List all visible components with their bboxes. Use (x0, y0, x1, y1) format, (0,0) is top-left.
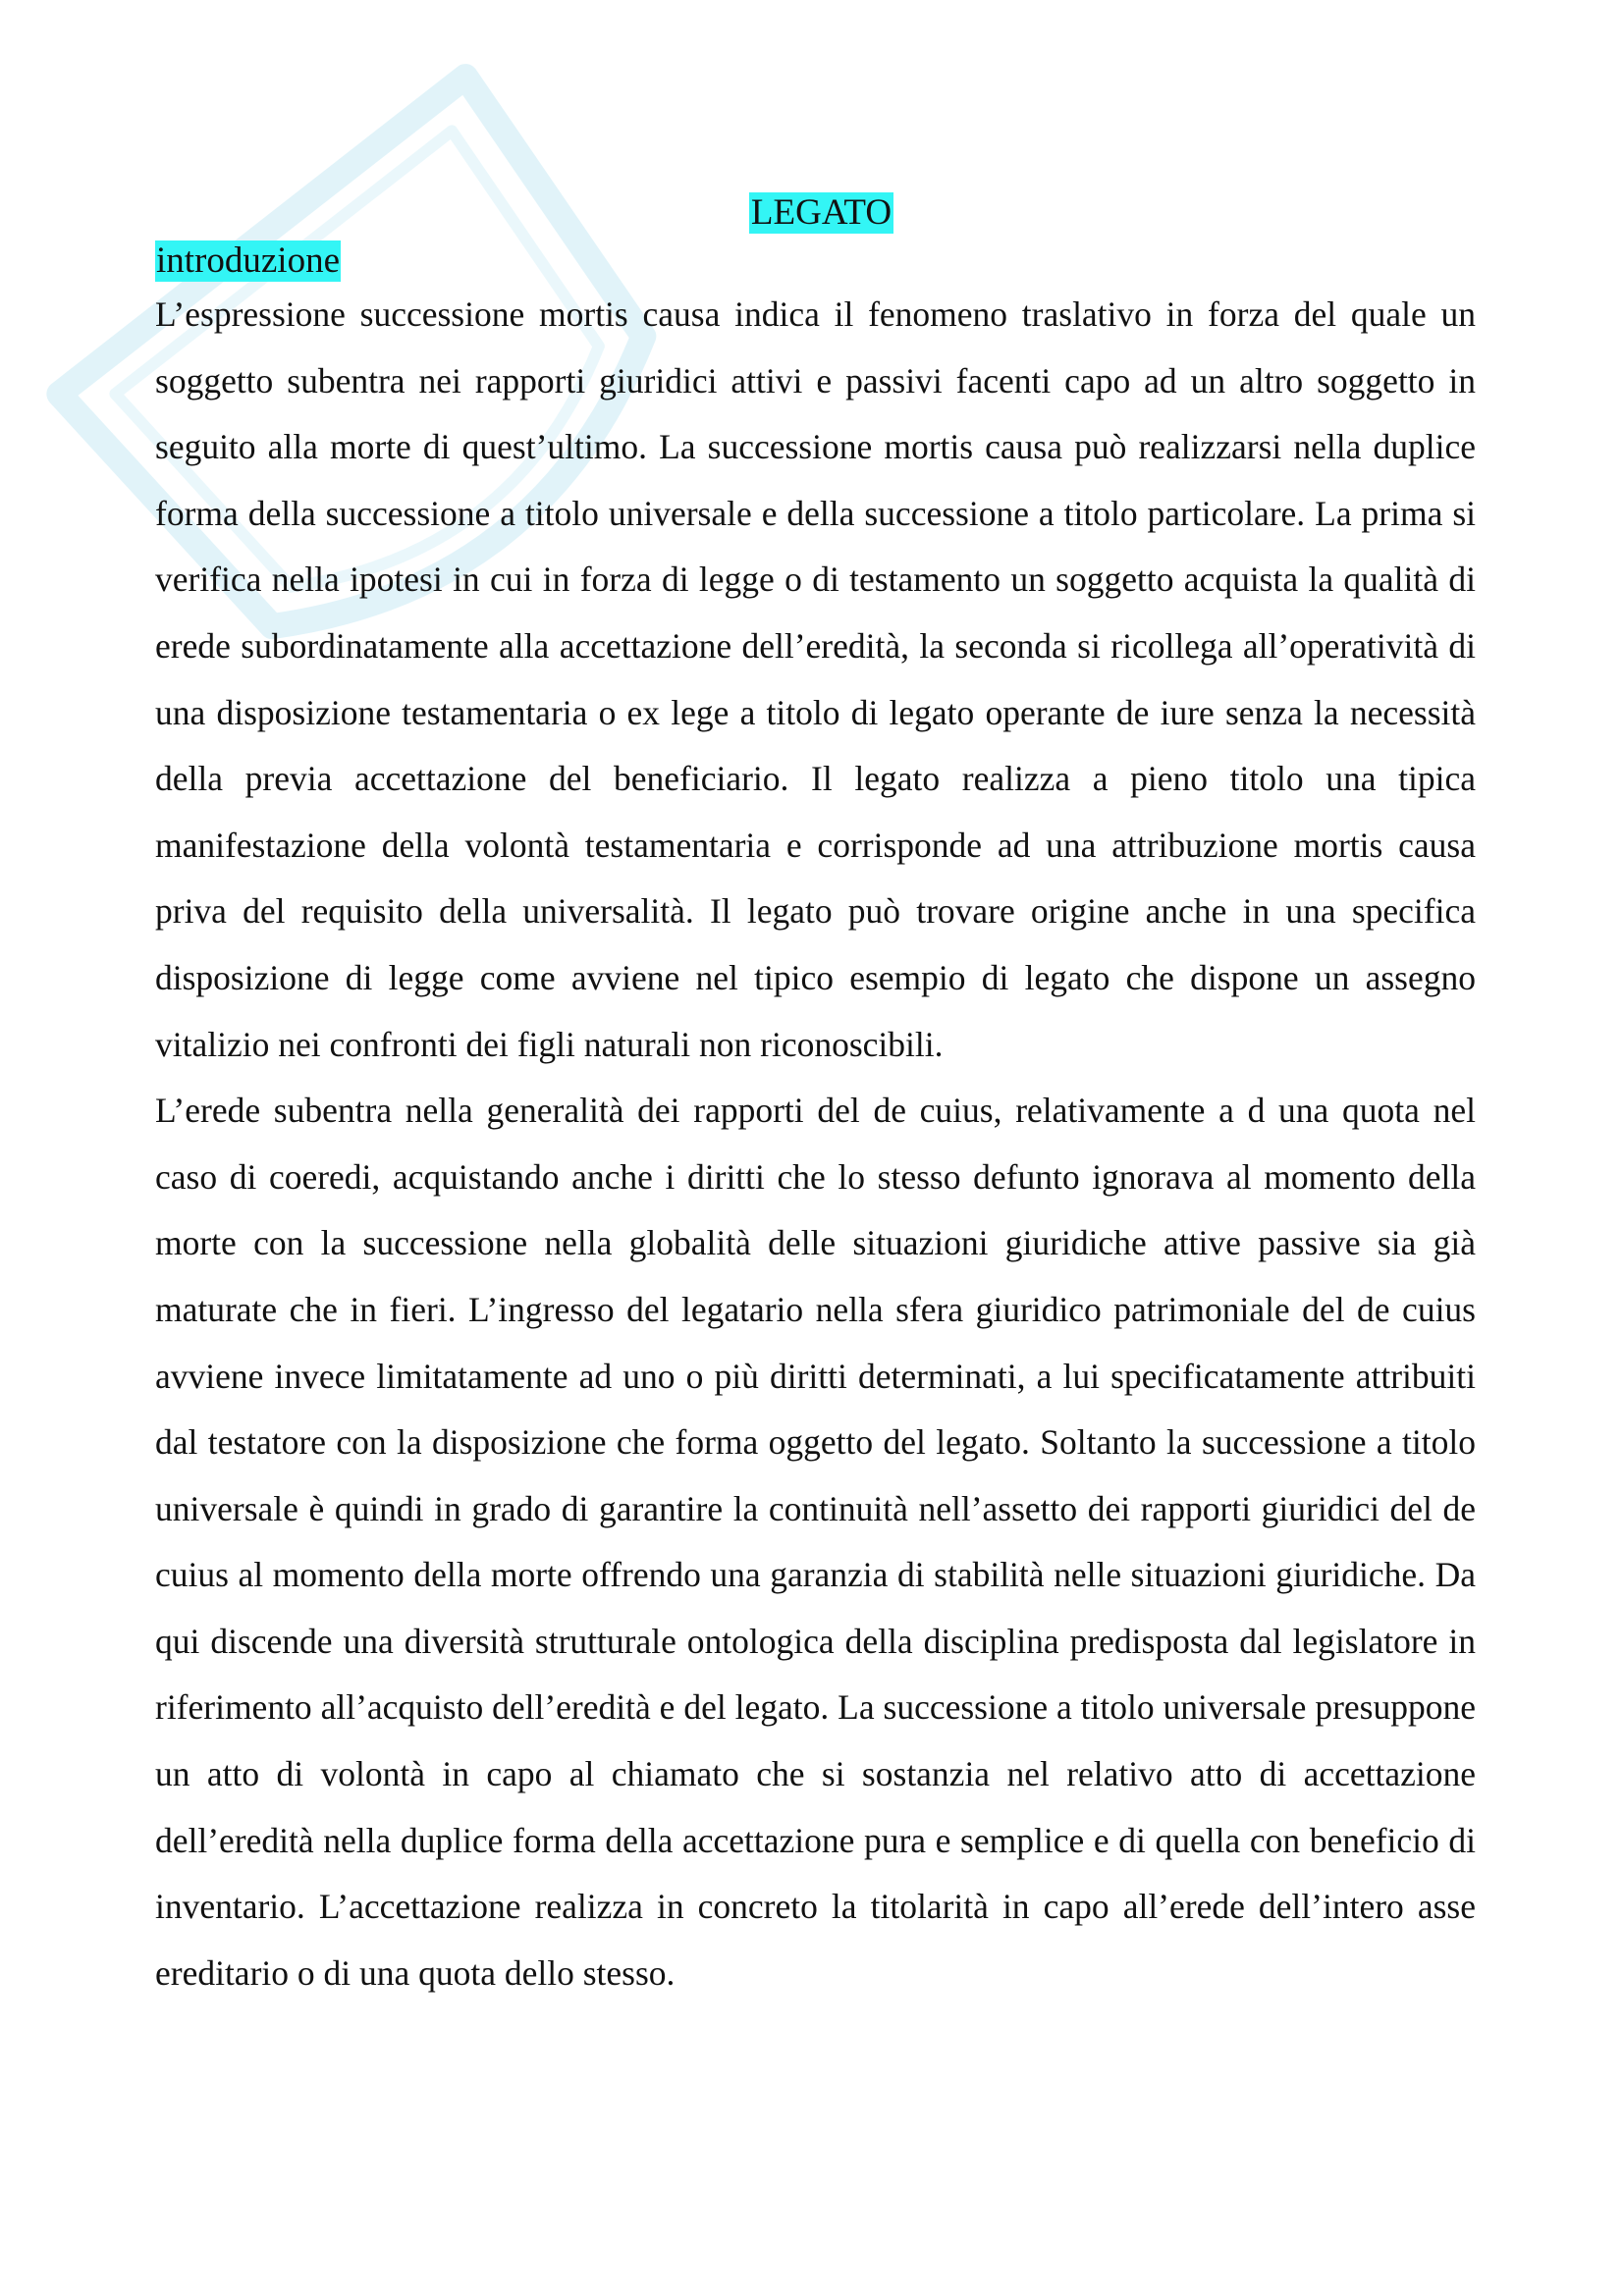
document-title: LEGATO (750, 192, 893, 233)
body-text (155, 282, 1476, 2006)
paragraph-2: L’erede subentra nella generalità dei rapporti del de cuius, relativamente a d una quota nel caso di coeredi, acquistando anche i diritti che lo stesso defunto ignorava al momento della morte con la successione nella globalità delle situazioni giuridiche attive passive sia già maturate che in fieri. L’ingresso del legatario nella sfera giuridico patrimoniale del de cuius avviene invece limitatamente ad uno o più diritti determinati, a lui specificatamente attribuiti dal testatore con la disposizione che forma oggetto del legato. Soltanto la successione a titolo universale è quindi in grado di garantire la continuità nell’assetto dei rapporti giuridici del de cuius al momento della morte offrendo una garanzia di stabilità nelle situazioni giuridiche. Da qui discende una diversità strutturale ontologica della disciplina predisposta dal legislatore in riferimento all’acquisto dell’eredità e del legato. La successione a titolo universale presuppone un atto di volontà in capo al chiamato che si sostanzia nel relativo atto di accettazione dell’eredità nella duplice forma della accettazione pura e semplice e di quella con beneficio di inventario. L’accettazione realizza in concreto la titolarità in capo all’erede dell’intero asse ereditario o di una quota dello stesso. (155, 1091, 1476, 1993)
title-container (0, 192, 1623, 234)
paragraph-1: L’espressione successione mortis causa indica il fenomeno traslativo in forza del quale un soggetto subentra nei rapporti giuridici attivi e passivi facenti capo ad un altro soggetto in seguito alla morte di quest’ultimo. La successione mortis causa può realizzarsi nella duplice forma della successione a titolo universale e della successione a titolo particolare. La prima si verifica nella ipotesi in cui in forza di legge o di testamento un soggetto acquista la qualità di erede subordinatamente alla accettazione dell’eredità, la seconda si ricollega all’operatività di una disposizione testamentaria o ex lege a titolo di legato operante de iure senza la necessità della previa accettazione del beneficiario. Il legato realizza a pieno titolo una tipica manifestazione della volontà testamentaria e corrisponde ad una attribuzione mortis causa priva del requisito della universalità. Il legato può trovare origine anche in una specifica disposizione di legge come avviene nel tipico esempio di legato che dispone un assegno vitalizio nei confronti dei figli naturali non riconoscibili. (155, 294, 1476, 1064)
section-heading: introduzione (156, 240, 341, 281)
